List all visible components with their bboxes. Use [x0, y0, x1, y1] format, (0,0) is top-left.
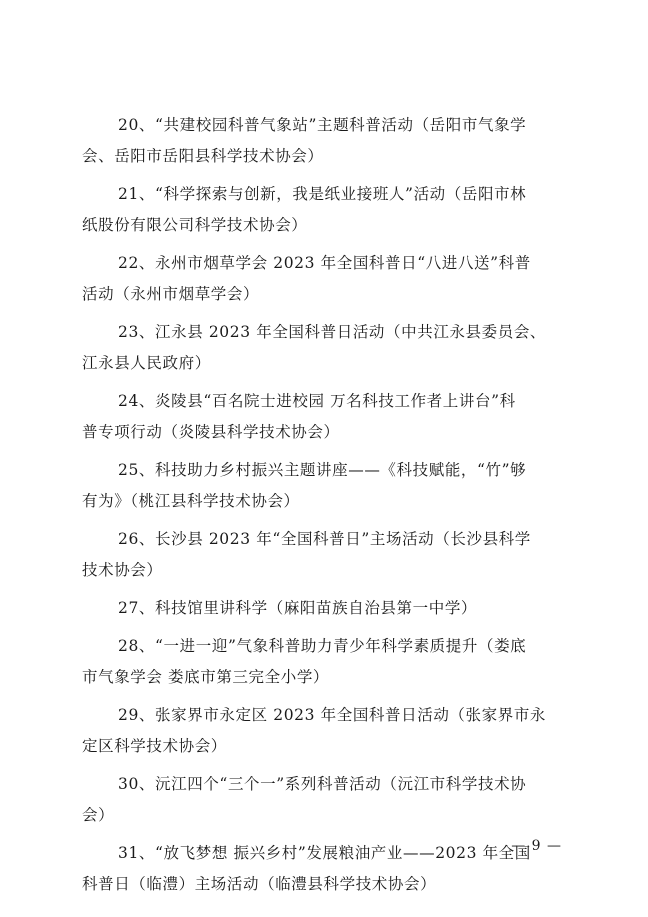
item-first-line: 25、科技助力乡村振兴主题讲座——《科技赋能，“竹”够: [118, 461, 527, 479]
item-continuation-line: 有为》（桃江县科学技术协会）: [82, 492, 300, 510]
page-number: — 9 —: [511, 838, 562, 854]
item-first-line: 23、江永县 2023 年全国科普日活动（中共江永县委员会、: [118, 323, 547, 341]
item-continuation-line: 普专项行动（炎陵县科学技术协会）: [82, 423, 340, 441]
list-item: [82, 838, 570, 900]
list-item: [82, 179, 570, 241]
item-first-line: 29、张家界市永定区 2023 年全国科普日活动（张家界市永: [118, 706, 547, 724]
list-item: [82, 524, 570, 586]
item-continuation-line: 江永县人民政府）: [82, 354, 211, 372]
item-continuation-line: 技术协会）: [82, 561, 163, 579]
item-continuation-line: 科普日（临澧）主场活动（临澧县科学技术协会）: [82, 875, 437, 893]
item-continuation-line: 市气象学会 娄底市第三完全小学）: [82, 668, 330, 686]
item-list: [82, 110, 570, 907]
item-first-line: 27、科技馆里讲科学（麻阳苗族自治县第一中学）: [118, 599, 478, 617]
item-first-line: 31、“放飞梦想 振兴乡村”发展粮油产业——2023 年全国: [118, 844, 531, 862]
list-item: [82, 631, 570, 693]
item-continuation-line: 会）: [82, 806, 115, 824]
item-first-line: 20、“共建校园科普气象站”主题科普活动（岳阳市气象学: [118, 116, 527, 134]
item-first-line: 26、长沙县 2023 年“全国科普日”主场活动（长沙县科学: [118, 530, 531, 548]
list-item: [82, 248, 570, 310]
list-item: [82, 110, 570, 172]
item-continuation-line: 纸股份有限公司科学技术协会）: [82, 216, 308, 234]
item-first-line: 24、炎陵县“百名院士进校园 万名科技工作者上讲台”科: [118, 392, 516, 410]
item-first-line: 21、“科学探索与创新，我是纸业接班人”活动（岳阳市林: [118, 185, 527, 203]
item-first-line: 28、“一进一迎”气象科普助力青少年科学素质提升（娄底: [118, 637, 527, 655]
item-continuation-line: 定区科学技术协会）: [82, 737, 227, 755]
item-continuation-line: 活动（永州市烟草学会）: [82, 285, 260, 303]
item-first-line: 30、沅江四个“三个一”系列科普活动（沅江市科学技术协: [118, 775, 527, 793]
list-item: [82, 700, 570, 762]
list-item: [82, 455, 570, 517]
item-continuation-line: 会、岳阳市岳阳县科学技术协会）: [82, 147, 324, 165]
list-item: [82, 593, 570, 624]
list-item: [82, 386, 570, 448]
list-item: [82, 317, 570, 379]
list-item: [82, 769, 570, 831]
item-first-line: 22、永州市烟草学会 2023 年全国科普日“八进八送”科普: [118, 254, 531, 272]
